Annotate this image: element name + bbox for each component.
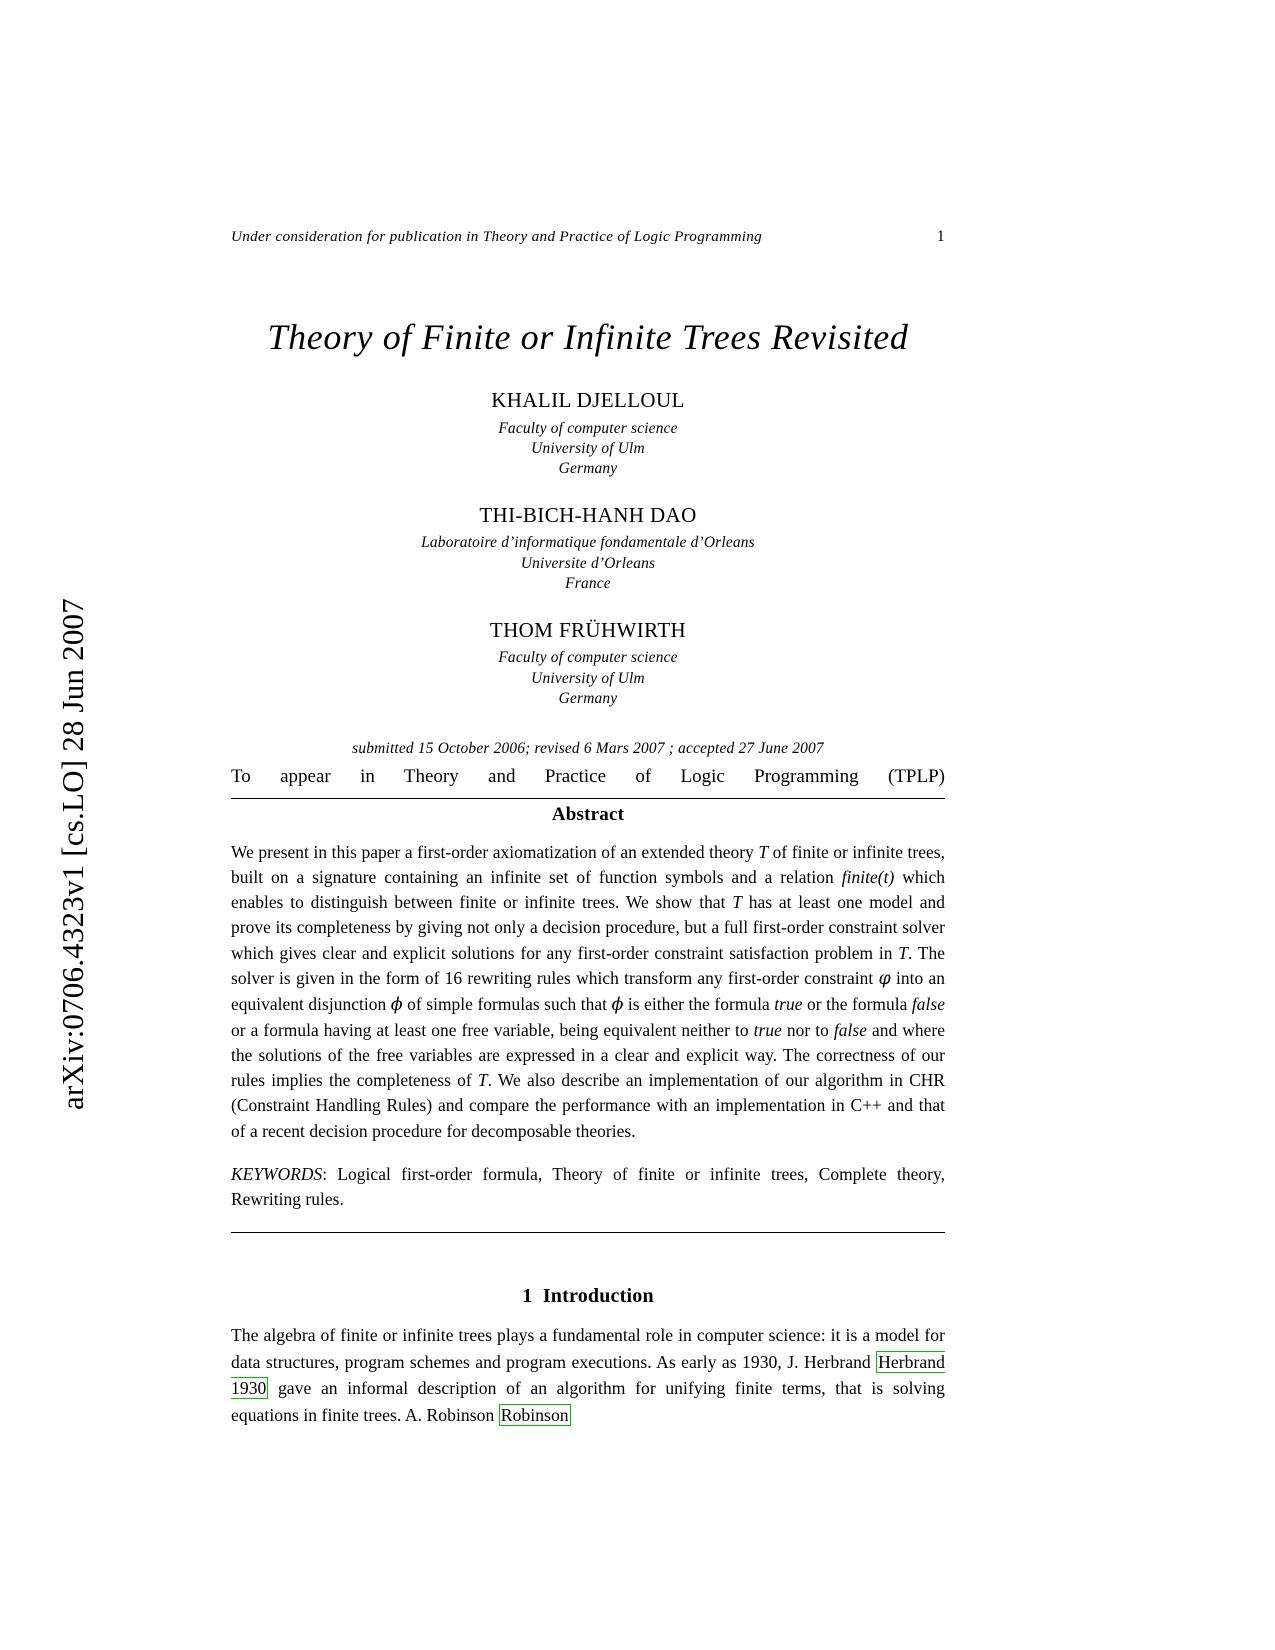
author-affiliation-line: Germany xyxy=(558,460,618,478)
introduction-body xyxy=(231,1322,945,1429)
author-name: KHALIL DJELLOUL xyxy=(491,388,685,412)
arxiv-identifier-stamp: arXiv:0706.4323v1 [cs.LO] 28 Jun 2007 xyxy=(55,598,90,1110)
submission-dates: submitted 15 October 2006; revised 6 Mars 2007 ; accepted 27 June 2007 xyxy=(352,740,824,757)
author-affiliation-line: University of Ulm xyxy=(531,669,645,687)
math-literal-true: true xyxy=(753,1019,782,1040)
abstract-heading: Abstract xyxy=(551,804,625,825)
author-name: THI-BICH-HANH DAO xyxy=(479,502,697,527)
citation-link-herbrand[interactable]: Herbrand 1930 xyxy=(231,1351,945,1399)
keywords-block xyxy=(231,1162,945,1212)
intro-text: The algebra of finite or infinite trees plays a fundamental role in computer science: it is a model for data structures, program schemes and program executions. As early as 1930, J. Herbrand xyxy=(231,1325,945,1372)
abstract-text: nor to xyxy=(781,1019,834,1040)
abstract-text: which enables to distinguish between finite or infinite trees. We show that xyxy=(231,867,945,913)
page-title: Theory of Finite or Infinite Trees Revisited xyxy=(267,317,909,357)
keywords-text: : Logical first-order formula, Theory of finite or infinite trees, Complete theory, Rewriting rules. xyxy=(231,1164,945,1210)
intro-text: gave an informal description of an algorithm for unifying finite terms, that is solving equations in finite trees. A. Robinson xyxy=(231,1378,945,1426)
author-affiliation-line: Laboratoire d’informatique fondamentale d’Orleans xyxy=(421,534,755,552)
abstract-text: . We also describe an implementation of our algorithm in CHR (Constraint Handling Rules) and compare the performance with an implementation in C++ and that of a recent decision procedure for decomposable theories. xyxy=(231,1070,945,1141)
abstract-text: We present in this paper a first-order axiomatization of an extended theory xyxy=(231,842,759,862)
abstract-text: of finite or infinite trees, built on a signature containing an infinite set of function symbols and a relation xyxy=(231,842,946,888)
running-head xyxy=(231,228,945,246)
page-number: 1 xyxy=(936,228,945,245)
author-block xyxy=(231,615,945,710)
abstract-text: has at least one model and prove its completeness by giving not only a decision procedure, but a full first-order constraint solver which gives clear and explicit solutions for any first-order constraint satisfaction problem in xyxy=(231,892,945,963)
abstract-text: into an equivalent disjunction xyxy=(231,967,945,1014)
abstract-text: . The solver is given in the form of 16 rewriting rules which transform any first-order constraint xyxy=(231,942,945,988)
math-symbol-T: T xyxy=(898,942,908,963)
math-symbol-T: T xyxy=(477,1070,488,1091)
section-heading xyxy=(231,1285,945,1308)
math-symbol-varphi: φ xyxy=(878,968,891,989)
horizontal-rule xyxy=(231,1232,945,1233)
math-symbol-phi: ϕ xyxy=(390,994,403,1015)
citation-link-robinson[interactable]: Robinson xyxy=(500,1405,569,1426)
keywords-label: KEYWORDS xyxy=(231,1164,323,1184)
abstract-body xyxy=(231,840,945,1144)
abstract-text: or the formula xyxy=(802,993,912,1014)
section-title: Introduction xyxy=(542,1285,654,1307)
math-symbol-T: T xyxy=(732,892,742,913)
author-block xyxy=(231,500,945,595)
math-relation-finite: finite(t) xyxy=(841,867,895,888)
author-block xyxy=(231,385,945,480)
math-symbol-phi: ϕ xyxy=(611,994,624,1015)
abstract-text: is either the formula xyxy=(623,993,775,1014)
author-affiliation-line: University of Ulm xyxy=(531,439,645,457)
author-affiliation-line: Faculty of computer science xyxy=(498,649,678,667)
abstract-text: and where the solutions of the free variables are expressed in a clear and explicit way. The correctness of our rules implies the completeness of xyxy=(231,1019,945,1091)
author-name: THOM FRÜHWIRTH xyxy=(489,617,687,642)
running-head-text: Under consideration for publication in Theory and Practice of Logic Programming xyxy=(231,228,763,245)
author-affiliation-line: Faculty of computer science xyxy=(498,419,678,437)
section-number: 1 xyxy=(522,1285,533,1307)
abstract-text: of simple formulas such that xyxy=(402,993,612,1014)
author-affiliation-line: Germany xyxy=(558,690,618,708)
author-list xyxy=(231,385,945,710)
math-literal-true: true xyxy=(774,993,803,1014)
author-affiliation-line: France xyxy=(565,575,611,593)
author-affiliation-line: Universite d’Orleans xyxy=(520,554,656,572)
math-symbol-T: T xyxy=(758,842,769,862)
journal-appearance-note: To appear in Theory and Practice of Logic Programming (TPLP) xyxy=(231,766,945,799)
math-literal-false: false xyxy=(833,1019,867,1040)
abstract-text: or a formula having at least one free variable, being equivalent neither to xyxy=(231,1019,754,1040)
math-literal-false: false xyxy=(911,993,945,1014)
